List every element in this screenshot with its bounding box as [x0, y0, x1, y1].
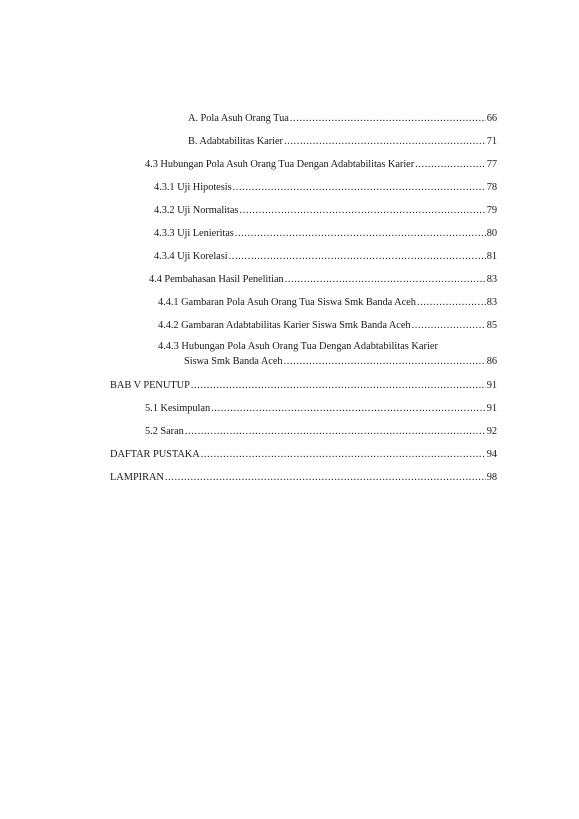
toc-entry-label: 4.4.1 Gambaran Pola Asuh Orang Tua Siswa Smk Banda Aceh: [158, 297, 416, 308]
dot-leader: [239, 205, 485, 217]
toc-entry-4-3-2: [154, 203, 497, 217]
toc-entry-label: B. Adabtabilitas Karier: [188, 136, 283, 147]
toc-entry-daftar-pustaka: [110, 447, 497, 461]
toc-entry-page: 77: [486, 159, 497, 170]
toc-entry-pola-asuh-orang-tua: [188, 111, 497, 125]
toc-entry-label: 4.3.2 Uji Normalitas: [154, 205, 239, 216]
toc-entry-4-3: [145, 157, 497, 171]
dot-leader: [229, 251, 486, 263]
toc-entry-label: 4.3.3 Uji Lenieritas: [154, 228, 234, 239]
dot-leader: [284, 136, 486, 148]
toc-entry-4-4-3-first-line: 4.4.3 Hubungan Pola Asuh Orang Tua Dengan Adabtabilitas Karier: [158, 341, 438, 352]
dot-leader: [185, 426, 486, 438]
toc-entry-page: 78: [486, 182, 497, 193]
toc-entry-label: 5.2 Saran: [145, 426, 184, 437]
toc-entry-label: DAFTAR PUSTAKA: [110, 449, 200, 460]
dot-leader: [285, 274, 486, 286]
dot-leader: [165, 472, 486, 484]
dot-leader: [191, 380, 486, 392]
toc-entry-4-4-3: [184, 354, 497, 368]
toc-entry-adabtabilitas-karier: [188, 134, 497, 148]
toc-entry-label: A. Pola Asuh Orang Tua: [188, 113, 289, 124]
toc-entry-page: 86: [486, 356, 497, 367]
toc-entry-page: 83: [486, 297, 497, 308]
dot-leader: [201, 449, 486, 461]
dot-leader: [290, 113, 486, 125]
dot-leader: [284, 356, 486, 368]
toc-entry-page: 66: [486, 113, 497, 124]
toc-entry-page: 79: [486, 205, 497, 216]
toc-entry-page: 85: [486, 320, 497, 331]
toc-entry-label: 4.3.1 Uji Hipotesis: [154, 182, 232, 193]
toc-entry-page: 92: [486, 426, 497, 437]
toc-entry-label: 4.3 Hubungan Pola Asuh Orang Tua Dengan Adabtabilitas Karier: [145, 159, 415, 170]
toc-entry-label: 4.3.4 Uji Korelasi: [154, 251, 228, 262]
toc-entry-4-3-4: [154, 249, 497, 263]
dot-leader: [415, 159, 486, 171]
toc-entry-4-4: [149, 272, 497, 286]
toc-entry-4-3-3: [154, 226, 497, 240]
toc-entry-page: 98: [486, 472, 497, 483]
toc-entry-5-1: [145, 401, 497, 415]
toc-entry-label: 4.4.2 Gambaran Adabtabilitas Karier Siswa Smk Banda Aceh: [158, 320, 411, 331]
toc-entry-5-2: [145, 424, 497, 438]
dot-leader: [233, 182, 486, 194]
toc-entry-label: LAMPIRAN: [110, 472, 164, 483]
toc-entry-page: 83: [486, 274, 497, 285]
toc-entry-label: 4.4 Pembahasan Hasil Penelitian: [149, 274, 284, 285]
dot-leader: [417, 297, 486, 309]
toc-entry-label: BAB V PENUTUP: [110, 380, 190, 391]
dot-leader: [412, 320, 486, 332]
toc-entry-label: Siswa Smk Banda Aceh: [184, 356, 283, 367]
dot-leader: [211, 403, 486, 415]
toc-entry-page: 91: [486, 380, 497, 391]
toc-entry-bab-v: [110, 378, 497, 392]
toc-entry-label: 5.1 Kesimpulan: [145, 403, 211, 414]
toc-entry-4-3-1: [154, 180, 497, 194]
toc-entry-lampiran: [110, 470, 497, 484]
toc-entry-page: 80: [486, 228, 497, 239]
dot-leader: [235, 228, 486, 240]
toc-entry-page: 94: [486, 449, 497, 460]
toc-entry-4-4-2: [158, 318, 497, 332]
toc-entry-page: 71: [486, 136, 497, 147]
toc-entry-page: 81: [486, 251, 497, 262]
toc-entry-4-4-1: [158, 295, 497, 309]
toc-entry-page: 91: [486, 403, 497, 414]
